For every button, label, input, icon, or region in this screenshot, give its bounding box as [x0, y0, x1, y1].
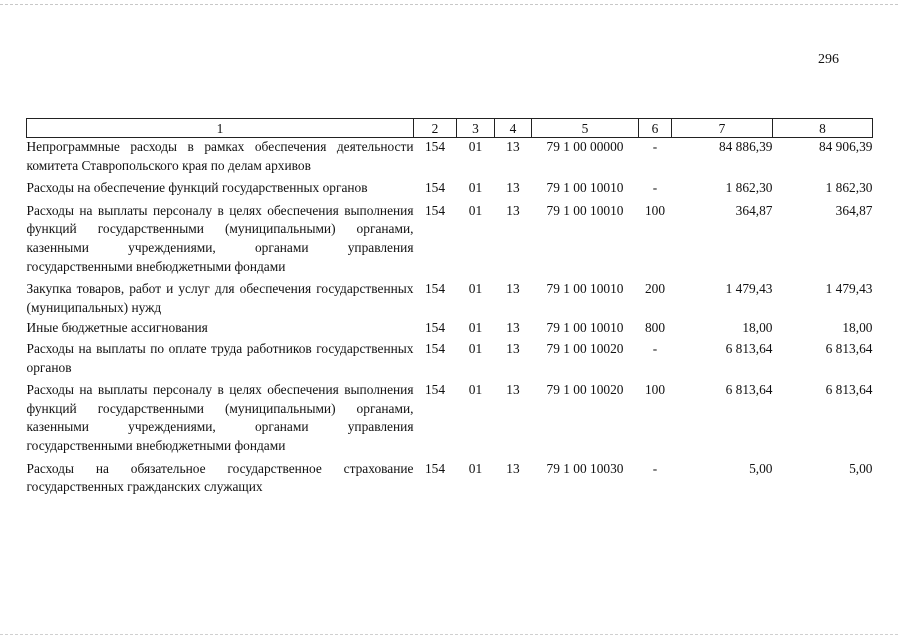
row-col-2: 154: [424, 320, 446, 336]
scan-edge-bottom: [0, 634, 898, 636]
row-name: Закупка товаров, работ и услуг для обеспечения государственных (муниципальных) нужд: [26, 281, 414, 315]
table-row: [27, 179, 873, 202]
row-col-8: 1 862,30: [825, 180, 873, 196]
header-col-8: 8: [773, 119, 873, 138]
row-col-4: 13: [506, 180, 520, 196]
row-col-2: 154: [424, 202, 446, 218]
table-row: [27, 381, 873, 459]
row-name: Расходы на обязательное государственное страхование государственных гражданских служащих: [26, 460, 414, 495]
row-col-5: 79 1 00 10030: [546, 460, 624, 476]
row-col-5: 79 1 00 10020: [546, 382, 624, 398]
row-col-5: 79 1 00 10010: [546, 180, 624, 196]
row-name: Иные бюджетные ассигнования: [26, 320, 208, 336]
row-col-2: 154: [424, 281, 446, 297]
row-col-7: 6 813,64: [725, 340, 773, 356]
row-col-6: -: [652, 139, 658, 154]
row-name: Непрограммные расходы в рамках обеспечения деятельности комитета Ставропольского края по делам архивов: [26, 139, 414, 173]
row-col-6: -: [652, 340, 658, 356]
header-col-6: 6: [639, 119, 672, 138]
header-col-2: 2: [414, 119, 457, 138]
row-name: Расходы на обеспечение функций государственных органов: [26, 180, 368, 196]
row-col-2: 154: [424, 180, 446, 196]
row-col-8: 18,00: [842, 320, 873, 336]
row-col-7: 84 886,39: [718, 139, 773, 154]
header-col-5: 5: [532, 119, 639, 138]
row-col-6: 800: [644, 320, 666, 336]
header-col-4: 4: [495, 119, 532, 138]
row-col-7: 6 813,64: [725, 382, 773, 398]
row-col-4: 13: [506, 281, 520, 297]
row-name: Расходы на выплаты персоналу в целях обеспечения выполнения функций государственными (муниципальными) органами, казенными учреждениями, органами управления государственными внебюджетными фондами: [26, 202, 414, 274]
page-number: 296: [818, 52, 839, 67]
row-col-6: 100: [644, 202, 666, 218]
row-col-8: 5,00: [849, 460, 873, 476]
row-col-7: 1 862,30: [725, 180, 773, 196]
row-col-8: 1 479,43: [825, 281, 873, 297]
row-col-4: 13: [506, 320, 520, 336]
row-col-8: 6 813,64: [825, 340, 873, 356]
table-row: [27, 138, 873, 180]
budget-table: [26, 118, 873, 501]
row-col-4: 13: [506, 202, 520, 218]
row-col-5: 79 1 00 10010: [546, 281, 624, 297]
row-col-3: 01: [468, 180, 483, 196]
row-col-5: 79 1 00 00000: [546, 139, 624, 154]
row-col-3: 01: [468, 281, 483, 297]
row-col-8: 84 906,39: [818, 139, 873, 154]
scan-edge-top: [0, 4, 898, 6]
table-row: [27, 280, 873, 319]
row-col-4: 13: [506, 340, 520, 356]
row-col-8: 364,87: [835, 202, 873, 218]
header-col-3: 3: [457, 119, 495, 138]
row-col-7: 5,00: [749, 460, 773, 476]
row-col-6: 200: [644, 281, 666, 297]
header-row: [27, 119, 873, 138]
row-col-2: 154: [424, 139, 446, 154]
row-col-6: -: [652, 180, 658, 196]
row-col-4: 13: [506, 139, 520, 154]
row-col-2: 154: [424, 460, 446, 476]
row-col-3: 01: [468, 340, 483, 356]
table-row: [27, 202, 873, 280]
row-name: Расходы на выплаты персоналу в целях обеспечения выполнения функций государственными (муниципальными) органами, казенными учреждениями, органами управления государственными внебюджетными фондами: [26, 382, 414, 453]
row-col-3: 01: [468, 320, 483, 336]
header-col-7: 7: [672, 119, 773, 138]
row-col-2: 154: [424, 382, 446, 398]
table-row: [27, 319, 873, 340]
row-col-8: 6 813,64: [825, 382, 873, 398]
row-col-6: -: [652, 460, 658, 476]
row-col-5: 79 1 00 10010: [546, 202, 624, 218]
row-col-4: 13: [506, 382, 520, 398]
row-col-3: 01: [468, 382, 483, 398]
row-col-7: 1 479,43: [725, 281, 773, 297]
row-col-3: 01: [468, 460, 483, 476]
header-col-1: 1: [27, 119, 414, 138]
row-col-7: 364,87: [735, 202, 773, 218]
row-col-3: 01: [468, 139, 483, 154]
table-row: [27, 460, 873, 501]
row-col-6: 100: [644, 382, 666, 398]
row-col-4: 13: [506, 460, 520, 476]
row-col-2: 154: [424, 340, 446, 356]
row-col-7: 18,00: [742, 320, 773, 336]
table-row: [27, 340, 873, 381]
row-col-3: 01: [468, 202, 483, 218]
row-col-5: 79 1 00 10020: [546, 340, 624, 356]
row-col-5: 79 1 00 10010: [546, 320, 624, 336]
row-name: Расходы на выплаты по оплате труда работников государственных органов: [26, 340, 414, 375]
